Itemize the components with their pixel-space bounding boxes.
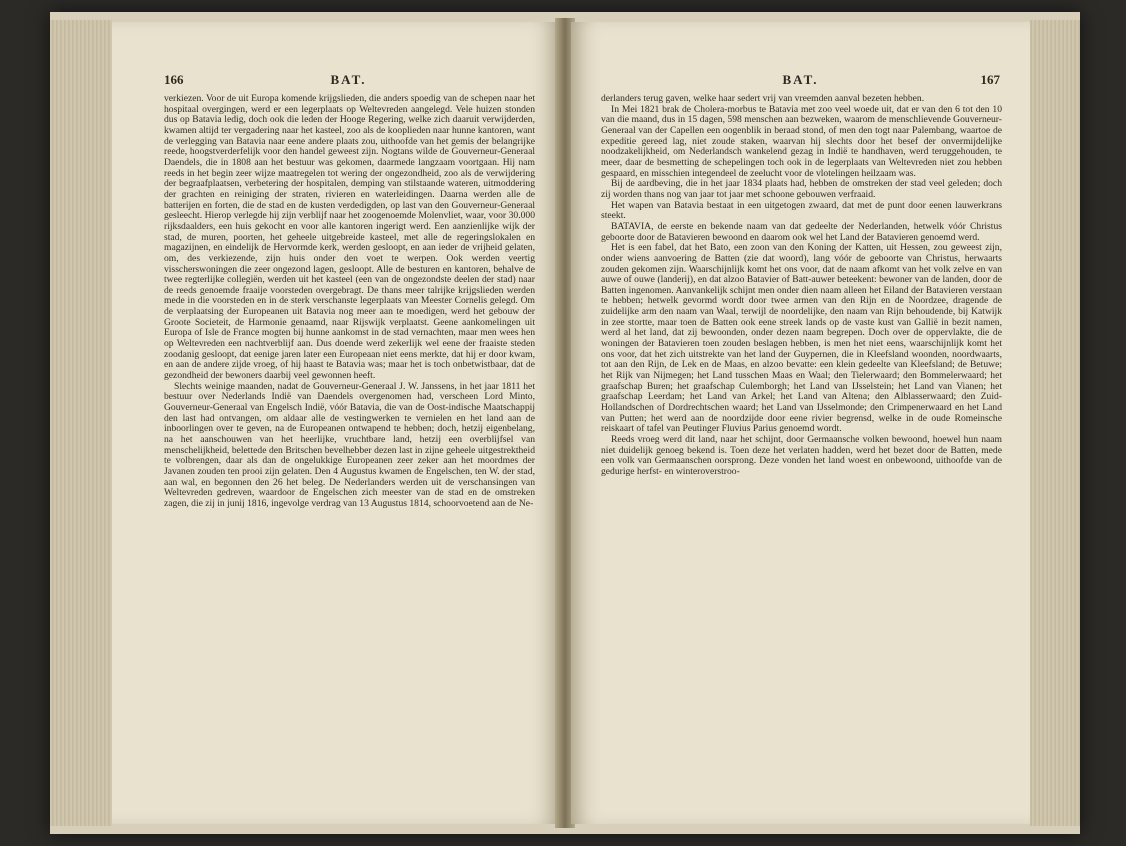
open-book (50, 12, 1080, 834)
paragraph: Reeds vroeg werd dit land, naar het schijnt, door Germaansche volken bewoond, hoewel hun naam niet duidelijk genoeg bekend is. Toen deze het verlaten hadden, werd het bezet door de Batten, mede een volk van Germaanschen oorsprong. Deze vonden het land woest en onbewoond, uithoofde van de gedurige herfst- en winteroverstroo- (601, 434, 1002, 477)
left-page (112, 22, 559, 824)
page-edges-left (50, 20, 112, 826)
left-page-number: 166 (164, 72, 184, 87)
paragraph: verkiezen. Voor de uit Europa komende krijgslieden, die anders spoedig van de schepen naar het hospitaal overgingen, werd er een legerplaats op Weltevreden aangelegd. Vele huizen stonden dus op Batavia ledig, doch ook die leden der Hooge Regering, welke zich daaruit verwijderden, kwamen altijd ter vergadering naar het kasteel, zoo als de kooplieden naar hunne kantoren, want de verlegging van Batavia naar eene andere plaats zou, uithoofde van het gemis der belangrijke reede, hoogstverderfelijk voor den handel geweest zijn. Nogtans wilde de Gouverneur-Generaal Daendels, die in 1808 aan het bestuur was gekomen, daarmede langzaam voortgaan. Hij nam reeds in het begin zeer wijze maatregelen tot wering der ongezondheid, zoo als de verwijdering der begraafplaatsen, verbetering der hospitalen, demping van stilstaande wateren, uitmoddering der grachten en reiniging der straten, rivieren en waterleidingen. Daarna werden alle de batterijen en forten, die de stad en de kusten verdedigden, op last van den Gouverneur-Generaal gesleecht. Hierop verlegde hij zijn verblijf naar het zoogenoemde Molenvliet, waar, voor 30.000 rijksdaalders, een huis gekocht en voor alle kantoren ingerigt werd. Een aanzienlijke wijk der stad, de muren, poorten, het geheele uitgebreide kasteel, met alle de regeringslokalen en magazijnen, en eindelijk de Hervormde kerk, werden gesloopt, en aan ieder de vrijheid gelaten, om, des verkiezende, zijn huis onder den voet te werpen. Ook werden veertig visscherswoningen die zeer ongezond lagen, gesloopt. Alle de besturen en kantoren, behalve de twee regterlijke collegiën, werden uit het kasteel (een van de ongezondste deelen der stad) naar de reeds genoemde fraaije voorsteden overgebragt. De thans meer talrijke krijgslieden werden mede in die voorsteden en in de sterk verschanste legerplaats van Meester Cornelis gelegd. Om de verplaatsing der Europeanen uit Batavia nog meer aan te moedigen, werd het gebouw der Groote Societeit, de Harmonie genaamd, naar Rijswijk verplaatst. Geene aankomelingen uit Europa of Isle de France mogten bij hunne aankomst in de stad vernachten, maar men wees hen op Weltevreden een nachtverblijf aan. Dus doende werd zekerlijk wel eene der fraaiste steden zoodanig gesloopt, dat eenige jaren later een Europeaan niet eens merkte, dat hij er door kwam, en aan de andere zijde vroeg, of hij haast te Batavia was; maar het is toch onbetwistbaar, dat de gezondheid der bewoners daarbij veel gewonnen heeft. (164, 93, 535, 382)
paragraph: Het is een fabel, dat het Bato, een zoon van den Koning der Katten, uit Hessen, zou geweest zijn, onder wiens aanvoering de Batten (zie dat woord), lang vóór de geboorte van Christus, herwaarts zouden gekomen zijn. Waarschijnlijk komt het ons voor, dat de naam afkomt van het volk zelve en van auwe of ouwe (landerij), en dat alzoo Batavier of Batt-auwer beteekent: bewoner van de landen, door de Batten ingenomen. Aanvankelijk schijnt men onder dien naam alleen het Eiland der Batavieren verstaan te hebben; hetwelk gevormd wordt door twee armen van den Rijn en de Noordzee, dragende de zuidelijke arm den naam van Waal, terwijl de noordelijke, den naam van Rijn behoudende, bij Katwijk in zee stortte, maar toen de Batten ook eene streek lands op de vaste kust van Gallië in bezit namen, werd al het land, dat zij bewoonden, onder dezen naam begrepen. Doch over de oppervlakte, die de woningen der Batavieren toen zouden beslagen hebben, is men het niet eens, waarschijnlijk komt het ons voor, dat het zich uitstrekte van het land der Guypernen, die in Kleefsland woonden, noordwaarts, tot aan den Rijn, de Lek en de Maas, en alzoo bevatte: een klein gedeelte van Kleefsland; de Betuwe; het Rijk van Nijmegen; het Land tusschen Maas en Waal; den Tielerwaard; den Bommelerwaard; het graafschap Buren; het graafschap Culemborgh; het Land van IJsselstein; het Land van Vianen; het graafschap Leerdam; het Land van Arkel; het Land van Altena; den Alblasserwaard; den Zuid-Hollandschen of Dordrechtschen waard; het Land van IJsselmonde; den Crimpenerwaard en het Land van Putten; het werd aan de noordzijde door eene rivier begrensd, welke in de oude Romeinsche reiskaart of tafel van Peutinger Fluvius Parius genoemd wordt. (601, 242, 1002, 435)
right-head-word: BAT. (782, 72, 819, 87)
left-body-text (164, 94, 535, 510)
paragraph: Bij de aardbeving, die in het jaar 1834 plaats had, hebben de omstreken der stad veel geleden; doch zij worden thans nog van jaar tot jaar met schoone gebouwen verfraaid. (601, 178, 1002, 200)
right-body-text (601, 94, 1002, 478)
left-head-word: BAT. (330, 72, 367, 87)
paragraph: Slechts weinige maanden, nadat de Gouverneur-Generaal J. W. Janssens, in het jaar 1811 het bestuur over Nederlands Indië van Daendels overgenomen had, verscheen Lord Minto, Gouverneur-Generaal van Engelsch Indië, vóór Batavia, die van de Oost-indische Maatschappij den last had ontvangen, om aldaar alle de vestingwerken te vernielen en het land aan de inboorlingen over te geven, na de Europeanen ontwapend te hebben; doch, hetzij eigenbelang, na het aanschouwen van het heerlijke, vruchtbare land, hetzij een overblijfsel van menschelijkheid, belettede den Britschen bevelhebber dezen last in zijne geheele uitgestrektheid te volbrengen, daar als dan de ongelukkige Europeanen zeer zeker aan het moordmes der Javanen zouden ten prooi zijn gelaten. Den 4 Augustus kwamen de Engelschen, ten W. der stad, aan wal, en begonnen den 26 het beleg. De Nederlanders werden uit de verschansingen van Weltevreden gedreven, waardoor de Engelschen zich meester van de stad en de omstreken zagen, die zij in junij 1816, ingevolge verdrag van 13 Augustus 1814, schoorvoetend aan de Ne- (164, 380, 535, 509)
right-page-number: 167 (980, 72, 1000, 87)
paragraph: Het wapen van Batavia bestaat in een uitgetogen zwaard, dat met de punt door eenen lauwerkrans steekt. (601, 199, 1002, 222)
paragraph: BATAVIA, de eerste en bekende naam van dat gedeelte der Nederlanden, hetwelk vóór Christus geboorte door de Batavieren bewoond en daarom ook wel het Land der Batavieren genoemd werd. (601, 220, 1002, 243)
page-edges-right (1030, 20, 1080, 826)
paragraph: derlanders terug gaven, welke haar sedert vrij van vreemden aanval bezeten hebben. (601, 93, 925, 104)
right-running-head (601, 72, 1000, 88)
paragraph: In Mei 1821 brak de Cholera-morbus te Batavia met zoo veel woede uit, dat er van den 6 tot den 10 van die maand, dus in 15 dagen, 598 menschen aan bezweken, waarom de menschlievende Gouverneur-Generaal van der Capellen een oogenblik in beraad stond, of men den togt naar Palembang, waartoe de expeditie gereed lag, niet zoude staken, waarvan hij slechts door het besef der onvermijdelijke noodzakelijkheid, om Nederlandsch wankelend gezag in Indië te handhaven, werd teruggehouden, te meer, daar de besmetting de schepelingen toch ook in de legerplaats van Weltevreden niet zou hebben gespaard, en misschien integendeel de zeelucht voor de vlotelingen heilzaam was. (601, 103, 1002, 179)
left-running-head (164, 72, 533, 88)
right-page (571, 22, 1030, 824)
